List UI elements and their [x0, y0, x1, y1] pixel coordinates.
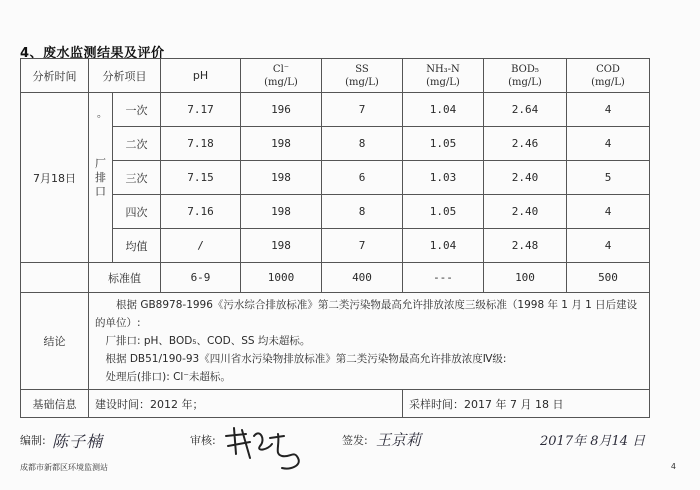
conclusion-line-4: 处理后(排口): Cl⁻未超标。	[105, 371, 231, 383]
cl-value: 198	[241, 161, 322, 195]
organization-name: 成都市新都区环境监测站	[20, 463, 108, 472]
signature-footer	[20, 432, 680, 472]
table-row	[21, 229, 650, 263]
built-time: 建设时间：2012 年；	[89, 390, 403, 418]
standard-ss: 400	[322, 263, 403, 293]
cod-value: 5	[567, 161, 650, 195]
header-bod5-label: BOD₅	[511, 63, 539, 75]
header-bod5	[484, 59, 567, 93]
header-ss-label: SS	[355, 63, 369, 75]
section-title: 4、废水监测结果及评价	[20, 46, 165, 61]
outlet-label: 厂排口	[95, 156, 106, 198]
header-ph	[161, 59, 241, 93]
table-row	[21, 161, 650, 195]
basic-info-label: 基础信息	[21, 390, 89, 418]
header-nh3n-unit: (mg/L)	[426, 76, 460, 88]
header-row	[21, 59, 650, 93]
conclusion-label: 结论	[21, 293, 89, 390]
ph-value: /	[161, 229, 241, 263]
cl-value: 198	[241, 127, 322, 161]
table-row	[21, 127, 650, 161]
cl-value: 196	[241, 93, 322, 127]
header-cod-unit: (mg/L)	[591, 76, 625, 88]
approver-label: 签发:	[342, 434, 368, 447]
bod5-value: 2.46	[484, 127, 567, 161]
conclusion-line-1: 根据 GB8978-1996《污水综合排放标准》第二类污染物最高允许排放浓度三级标准（1998 年 1 月 1 日后建设的单位）:	[95, 299, 638, 329]
nh3n-value: 1.04	[403, 229, 484, 263]
date-cell: 7月18日	[21, 93, 89, 263]
header-nh3n-label: NH₃-N	[426, 63, 460, 75]
conclusion-text	[89, 293, 650, 390]
row-label: 四次	[113, 195, 161, 229]
ss-value: 8	[322, 127, 403, 161]
ss-value: 8	[322, 195, 403, 229]
reviewer-label: 审核:	[190, 434, 216, 447]
header-cl	[241, 59, 322, 93]
approver-signature: 王京莉	[376, 431, 422, 449]
standard-row	[21, 263, 650, 293]
header-bod5-unit: (mg/L)	[508, 76, 542, 88]
standard-label: 标准值	[89, 263, 161, 293]
outlet-mark: 。	[97, 109, 107, 120]
conclusion-line-3: 根据 DB51/190-93《四川省水污染物排放标准》第二类污染物最高允许排放浓度Ⅳ级:	[105, 353, 507, 365]
header-nh3n	[403, 59, 484, 93]
header-cod-label: COD	[596, 63, 620, 75]
header-ss-unit: (mg/L)	[345, 76, 379, 88]
conclusion-row	[21, 293, 650, 390]
cod-value: 4	[567, 93, 650, 127]
cod-value: 4	[567, 127, 650, 161]
sampling-time: 采样时间：2017 年 7 月 18 日	[403, 390, 650, 418]
header-ph-label: pH	[192, 69, 209, 82]
bod5-value: 2.40	[484, 195, 567, 229]
header-analysis-time: 分析时间	[21, 59, 89, 93]
row-label: 一次	[113, 93, 161, 127]
editor-label: 编制:	[20, 434, 46, 447]
outlet-cell	[89, 93, 113, 263]
row-label: 均值	[113, 229, 161, 263]
row-label: 二次	[113, 127, 161, 161]
cl-value: 198	[241, 229, 322, 263]
header-ss	[322, 59, 403, 93]
standard-nh3n: ---	[403, 263, 484, 293]
cod-value: 4	[567, 229, 650, 263]
cl-value: 198	[241, 195, 322, 229]
nh3n-value: 1.03	[403, 161, 484, 195]
table-row	[21, 195, 650, 229]
header-cl-unit: (mg/L)	[264, 76, 298, 88]
standard-blank	[21, 263, 89, 293]
ss-value: 6	[322, 161, 403, 195]
row-label: 三次	[113, 161, 161, 195]
bod5-value: 2.64	[484, 93, 567, 127]
cod-value: 4	[567, 195, 650, 229]
table-row	[21, 93, 650, 127]
basic-info-row	[21, 390, 650, 418]
header-cl-label: Cl⁻	[272, 63, 290, 75]
bod5-value: 2.40	[484, 161, 567, 195]
header-cod	[567, 59, 650, 93]
standard-cl: 1000	[241, 263, 322, 293]
ph-value: 7.18	[161, 127, 241, 161]
nh3n-value: 1.05	[403, 195, 484, 229]
ss-value: 7	[322, 229, 403, 263]
nh3n-value: 1.05	[403, 127, 484, 161]
reviewer-signature	[220, 424, 310, 472]
signed-date: 2017年 8月14 日	[540, 434, 646, 449]
ph-value: 7.17	[161, 93, 241, 127]
ph-value: 7.16	[161, 195, 241, 229]
nh3n-value: 1.04	[403, 93, 484, 127]
wastewater-results-table	[20, 58, 650, 418]
header-analysis-item: 分析项目	[89, 59, 161, 93]
page-number: 4	[670, 462, 676, 471]
standard-ph: 6-9	[161, 263, 241, 293]
ph-value: 7.15	[161, 161, 241, 195]
bod5-value: 2.48	[484, 229, 567, 263]
conclusion-line-2: 厂排口: pH、BOD₅、COD、SS 均未超标。	[105, 335, 311, 347]
ss-value: 7	[322, 93, 403, 127]
standard-cod: 500	[567, 263, 650, 293]
standard-bod5: 100	[484, 263, 567, 293]
editor-signature: 陈子楠	[52, 432, 104, 451]
